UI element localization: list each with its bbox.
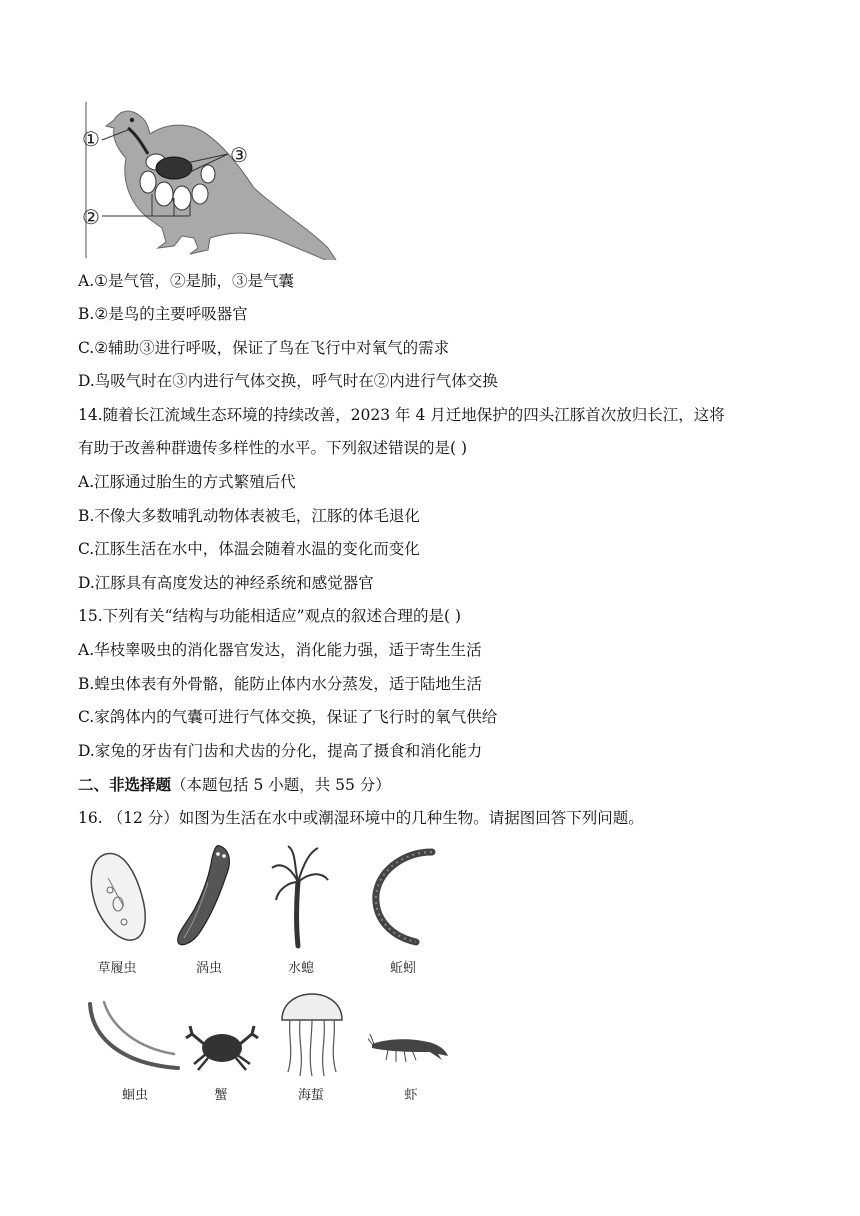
q14-option-b: B.不像大多数哺乳动物体表被毛，江豚的体毛退化	[78, 507, 420, 525]
caption-planarian: 涡虫	[195, 961, 222, 976]
q15-option-a: A.华枝睾吸虫的消化器官发达，消化能力强，适于寄生生活	[78, 641, 482, 659]
q14-option-a: A.江豚通过胎生的方式繁殖后代	[78, 473, 296, 491]
q13-option-a: A.①是气管，②是肺，③是气囊	[78, 272, 295, 290]
q15-option-d: D.家兔的牙齿有门齿和犬齿的分化，提高了摄食和消化能力	[78, 742, 483, 760]
q13-option-d: D.鸟吸气时在③内进行气体交换，呼气时在②内进行气体交换	[78, 372, 498, 390]
caption-shrimp: 虾	[404, 1088, 418, 1103]
q13-option-b: B.②是鸟的主要呼吸器官	[78, 305, 248, 323]
bird-label-2: ②	[82, 205, 100, 229]
planarian-figure	[172, 842, 242, 952]
caption-crab: 蟹	[214, 1088, 228, 1103]
caption-hydra: 水螅	[287, 961, 314, 976]
bird-label-3: ③	[230, 143, 248, 167]
q14-stem-line2: 有助于改善种群遗传多样性的水平。下列叙述错误的是( )	[78, 439, 468, 457]
section-2-title: 二、非选择题	[78, 775, 172, 794]
caption-paramecium: 草履虫	[97, 961, 137, 976]
q15-stem: 15.下列有关“结构与功能相适应”观点的叙述合理的是( )	[78, 607, 462, 625]
jellyfish-figure	[272, 992, 352, 1078]
bird-label-1: ①	[82, 127, 100, 151]
caption-jellyfish: 海蜇	[297, 1088, 324, 1103]
hydra-figure	[266, 842, 336, 952]
section-2-header	[78, 775, 391, 795]
caption-roundworm: 蛔虫	[121, 1088, 148, 1103]
shrimp-figure	[368, 1030, 452, 1066]
q15-option-c: C.家鸽体内的气囊可进行气体交换，保证了飞行时的氧气供给	[78, 708, 498, 726]
bird-respiratory-figure	[78, 98, 348, 260]
crab-figure	[182, 1016, 262, 1076]
roundworm-figure	[82, 998, 182, 1074]
q14-stem-line1: 14.随着长江流域生态环境的持续改善，2023 年 4 月迁地保护的四头江豚首次放归长江，这将	[78, 406, 725, 424]
caption-earthworm: 蚯蚓	[389, 961, 416, 976]
q14-option-c: C.江豚生活在水中，体温会随着水温的变化而变化	[78, 540, 420, 558]
q15-option-b: B.蝗虫体表有外骨骼，能防止体内水分蒸发，适于陆地生活	[78, 675, 482, 693]
earthworm-figure	[366, 846, 446, 946]
q16-stem: 16. （12 分）如图为生活在水中或潮湿环境中的几种生物。请据图回答下列问题。	[78, 809, 644, 827]
q13-option-c: C.②辅助③进行呼吸，保证了鸟在飞行中对氧气的需求	[78, 339, 450, 357]
section-2-note: （本题包括 5 小题，共 55 分）	[171, 776, 391, 794]
paramecium-figure	[84, 848, 154, 948]
q14-option-d: D.江豚具有高度发达的神经系统和感觉器官	[78, 574, 374, 592]
